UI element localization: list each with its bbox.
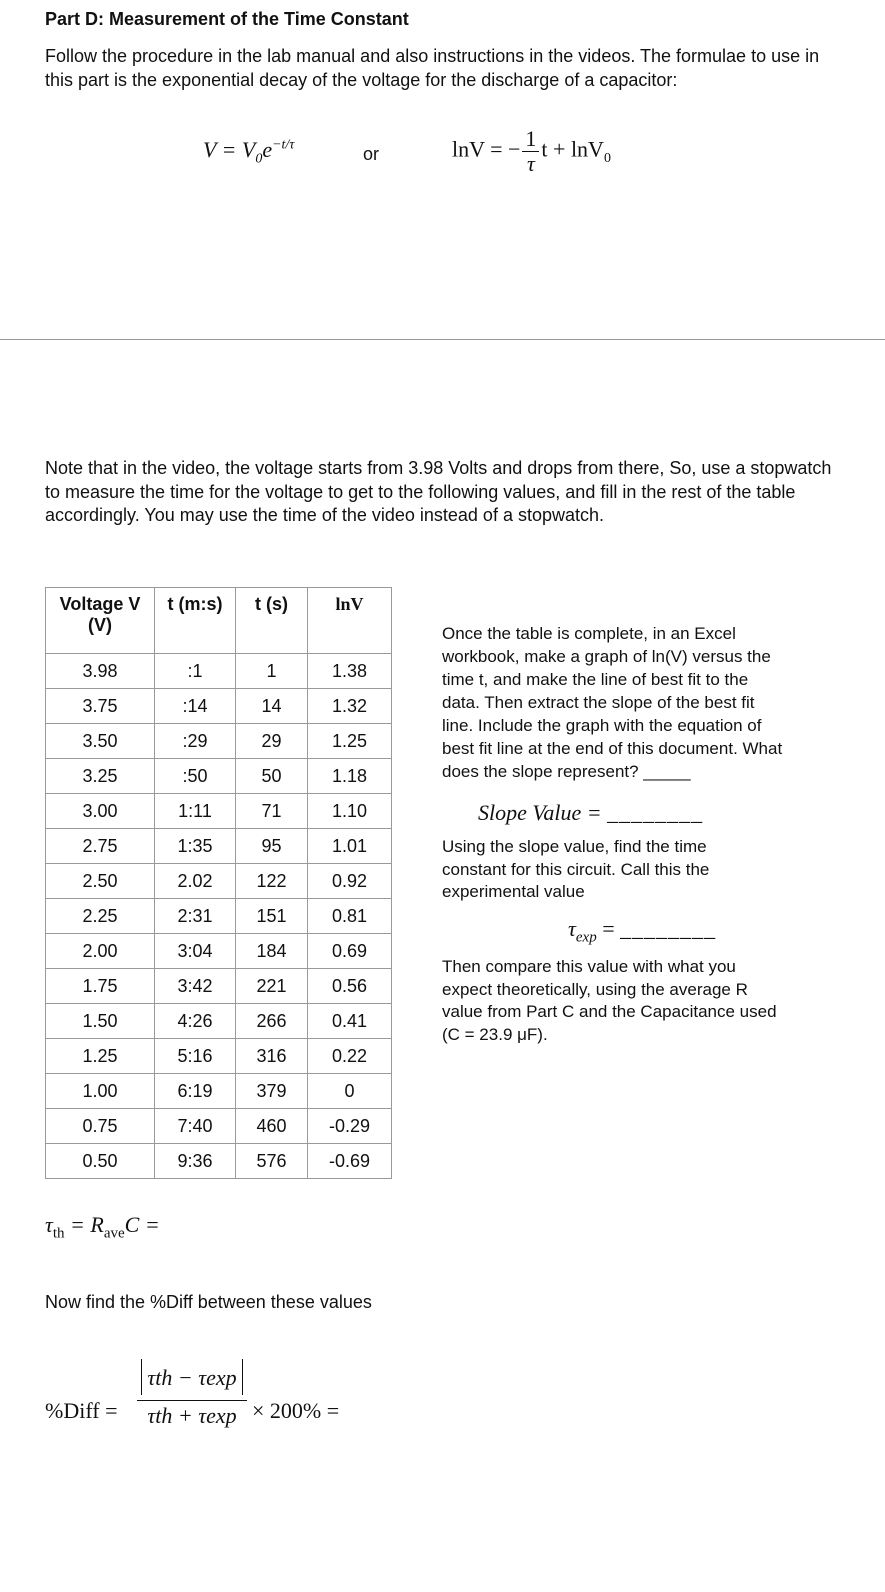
table-cell: 1 xyxy=(236,654,308,689)
table-cell: 29 xyxy=(236,724,308,759)
table-row xyxy=(46,829,392,864)
divider xyxy=(0,339,885,340)
tau-exp-field: $\tau_{exp}$ = ________ xyxy=(568,916,717,946)
pdiff-multiplier: × 200% = xyxy=(252,1398,340,1423)
table-cell: -0.29 xyxy=(308,1109,392,1144)
table-cell: 5:16 xyxy=(155,1039,236,1074)
log-formula: lnV = − $\frac{1}{\tau}$ t + lnV$_0$ xyxy=(452,126,611,176)
table-cell: 3.00 xyxy=(46,794,155,829)
table-row xyxy=(46,1039,392,1074)
table-row xyxy=(46,899,392,934)
table-cell: 3.75 xyxy=(46,689,155,724)
or-label: or xyxy=(363,144,380,164)
table-cell: 1.25 xyxy=(46,1039,155,1074)
table-cell: 1.50 xyxy=(46,1004,155,1039)
table-cell: 122 xyxy=(236,864,308,899)
table-row xyxy=(46,1074,392,1109)
table-cell: 0.41 xyxy=(308,1004,392,1039)
table-cell: 221 xyxy=(236,969,308,1004)
table-cell: 0.22 xyxy=(308,1039,392,1074)
table-cell: :29 xyxy=(155,724,236,759)
table-cell: 151 xyxy=(236,899,308,934)
intro-paragraph: Follow the procedure in the lab manual and also instructions in the videos. The formulae to use in this part is the exponential decay of the voltage for the discharge of a capacitor: xyxy=(45,46,820,90)
diff-instruction: Now find the %Diff between these values xyxy=(45,1292,372,1312)
table-cell: 1.32 xyxy=(308,689,392,724)
table-cell: :50 xyxy=(155,759,236,794)
table-cell: :14 xyxy=(155,689,236,724)
table-cell: 1.00 xyxy=(46,1074,155,1109)
table-row xyxy=(46,654,392,689)
pdiff-numerator: τth − τexp xyxy=(141,1359,243,1395)
table-cell: 0.81 xyxy=(308,899,392,934)
tau-th-formula: $\tau_{th} = R_{ave}C$ = xyxy=(45,1212,160,1242)
table-cell: 2.25 xyxy=(46,899,155,934)
table-cell: 95 xyxy=(236,829,308,864)
table-cell: 1.25 xyxy=(308,724,392,759)
table-row xyxy=(46,794,392,829)
instructions-time-constant: Using the slope value, find the time constant for this circuit. Call this the experimental value xyxy=(442,837,710,901)
table-cell: 3.50 xyxy=(46,724,155,759)
section-title: Part D: Measurement of the Time Constant xyxy=(45,9,409,29)
table-row xyxy=(46,969,392,1004)
table-cell: 0.50 xyxy=(46,1144,155,1179)
table-cell: 1:11 xyxy=(155,794,236,829)
table-cell: 2.02 xyxy=(155,864,236,899)
table-cell: 1.75 xyxy=(46,969,155,1004)
table-cell: 1.10 xyxy=(308,794,392,829)
pdiff-denominator: τth + τexp xyxy=(147,1403,237,1428)
table-cell: :1 xyxy=(155,654,236,689)
header-time-s: t (s) xyxy=(236,588,308,654)
header-lnv: lnV xyxy=(308,588,392,654)
table-cell: 576 xyxy=(236,1144,308,1179)
table-cell: 1.38 xyxy=(308,654,392,689)
table-cell: 460 xyxy=(236,1109,308,1144)
table-cell: 379 xyxy=(236,1074,308,1109)
table-cell: 1:35 xyxy=(155,829,236,864)
table-row xyxy=(46,864,392,899)
data-table xyxy=(45,587,392,1179)
table-cell: 2.75 xyxy=(46,829,155,864)
table-cell: 14 xyxy=(236,689,308,724)
table-cell: 3.98 xyxy=(46,654,155,689)
instructions-compare: Then compare this value with what you expect theoretically, using the average R value from Part C and the Capacitance used (C = 23.9 μF). xyxy=(442,957,777,1044)
table-cell: 6:19 xyxy=(155,1074,236,1109)
table-cell: 316 xyxy=(236,1039,308,1074)
decay-formula: $V = V_0e^{-t/\tau}$ xyxy=(203,137,295,167)
table-cell: 4:26 xyxy=(155,1004,236,1039)
table-cell: 0 xyxy=(308,1074,392,1109)
table-cell: 3:42 xyxy=(155,969,236,1004)
table-cell: 1.01 xyxy=(308,829,392,864)
table-body xyxy=(46,654,392,1179)
slope-value-field: Slope Value = ________ xyxy=(478,800,704,825)
table-cell: 1.18 xyxy=(308,759,392,794)
instructions-graph: Once the table is complete, in an Excel workbook, make a graph of ln(V) versus the time t, and make the line of best fit to the data. Then extract the slope of the best fit line. Include the graph with the equation of best fit line at the end of this document. What does the slope represent? _____ xyxy=(442,624,783,781)
table-cell: 0.56 xyxy=(308,969,392,1004)
pdiff-label: %Diff = xyxy=(45,1398,118,1423)
table-row xyxy=(46,724,392,759)
tau-exp-blank: ________ xyxy=(620,916,717,941)
table-cell: 0.92 xyxy=(308,864,392,899)
table-cell: 2:31 xyxy=(155,899,236,934)
header-time-ms: t (m:s) xyxy=(155,588,236,654)
table-cell: 3:04 xyxy=(155,934,236,969)
table-row xyxy=(46,1144,392,1179)
table-cell: 0.75 xyxy=(46,1109,155,1144)
table-cell: 2.00 xyxy=(46,934,155,969)
table-cell: 2.50 xyxy=(46,864,155,899)
table-row xyxy=(46,689,392,724)
table-cell: 9:36 xyxy=(155,1144,236,1179)
pdiff-fraction xyxy=(137,1359,247,1431)
table-row xyxy=(46,934,392,969)
table-cell: 71 xyxy=(236,794,308,829)
table-cell: 184 xyxy=(236,934,308,969)
table-cell: -0.69 xyxy=(308,1144,392,1179)
header-voltage: Voltage V (V) xyxy=(46,588,155,654)
note-paragraph: Note that in the video, the voltage starts from 3.98 Volts and drops from there, So, use a stopwatch to measure the time for the voltage to get to the following values, and fill in the rest of the table accordingly. You may use the time of the video instead of a stopwatch. xyxy=(45,458,832,525)
slope-blank: ________ xyxy=(607,800,704,825)
table-cell: 266 xyxy=(236,1004,308,1039)
table-cell: 7:40 xyxy=(155,1109,236,1144)
table-cell: 50 xyxy=(236,759,308,794)
table-row xyxy=(46,1004,392,1039)
table-row xyxy=(46,1109,392,1144)
table-row xyxy=(46,759,392,794)
table-cell: 0.69 xyxy=(308,934,392,969)
table-cell: 3.25 xyxy=(46,759,155,794)
